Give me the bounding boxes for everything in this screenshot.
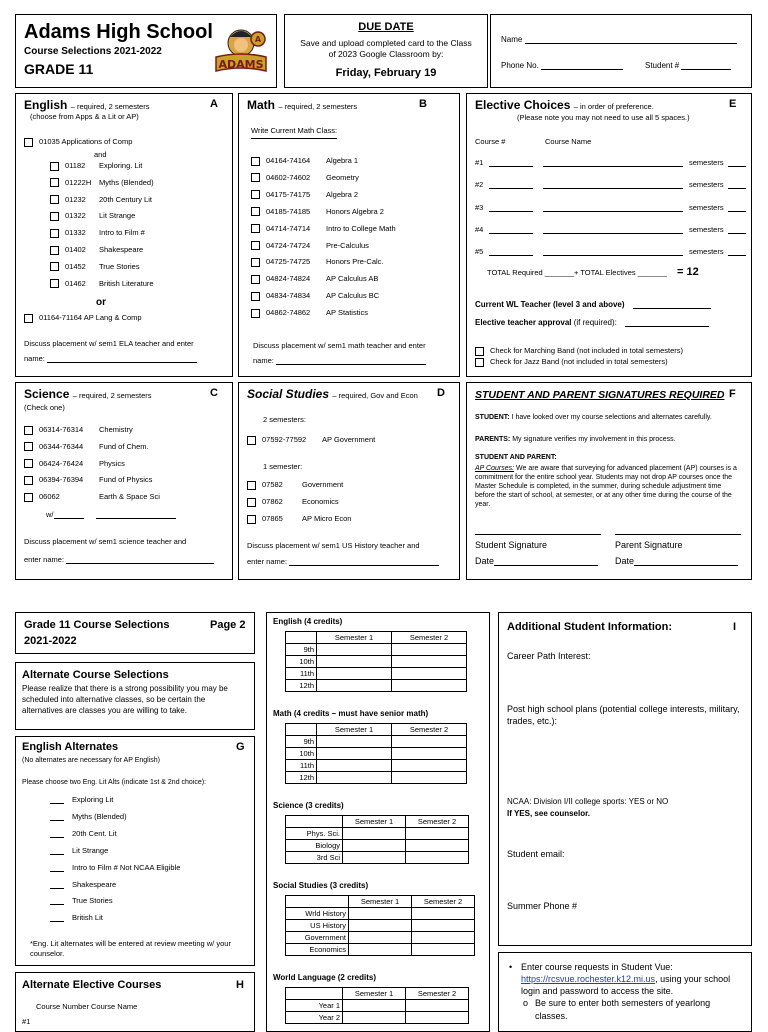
credits-science-table: Semester 1 Semester 2 Phys. Sci. Biology 3rd Sci bbox=[285, 815, 469, 864]
english-and: and bbox=[94, 150, 107, 159]
social-two-sem: 2 semesters: bbox=[263, 415, 306, 424]
science-course-option[interactable]: 06424-76424 Physics bbox=[24, 459, 125, 469]
english-alt-option[interactable]: Myths (Blended) bbox=[50, 812, 127, 821]
credit-row[interactable]: Year 2 bbox=[286, 1012, 469, 1024]
english-alt-note: (No alternates are necessary for AP English) bbox=[22, 757, 160, 764]
science-course-option[interactable]: 06062 Earth & Space Sci bbox=[24, 492, 160, 502]
svg-text:A: A bbox=[254, 35, 262, 44]
student-number-label: Student # bbox=[645, 61, 680, 70]
alternate-text: Please realize that there is a strong possibility you may be scheduled into alternative classes, so be certain the alternatives are classes you are willing to take. bbox=[22, 684, 228, 715]
math-section bbox=[238, 93, 460, 377]
marching-band-check[interactable]: Check for Marching Band (not included in total semesters) bbox=[475, 346, 683, 356]
social-teacher-name-field[interactable]: enter name: bbox=[247, 557, 439, 566]
credits-social-title: Social Studies (3 credits) bbox=[273, 881, 369, 890]
english-course-option[interactable]: 01452 True Stories bbox=[50, 262, 140, 272]
credit-row[interactable]: 12th bbox=[286, 772, 467, 784]
english-course-option[interactable]: 01402 Shakespeare bbox=[50, 245, 143, 255]
section-letter-i: I bbox=[733, 621, 737, 633]
alt-elective-cols: Course Number Course Name bbox=[36, 1002, 138, 1011]
credit-row[interactable]: Wrld History bbox=[286, 908, 475, 920]
page2-title-box bbox=[15, 612, 255, 654]
credit-row[interactable]: 11th bbox=[286, 760, 467, 772]
section-letter-a: A bbox=[210, 98, 218, 110]
english-alt-option[interactable]: Intro to Film # Not NCAA Eligible bbox=[50, 863, 180, 872]
elective-choice-row[interactable]: #1 semesters bbox=[475, 158, 746, 167]
english-teacher-name-field[interactable]: name: bbox=[24, 354, 197, 363]
parent-date-field[interactable]: Date bbox=[615, 556, 738, 566]
additional-info-section bbox=[498, 612, 752, 946]
signature-section bbox=[466, 382, 752, 580]
english-alternates-section bbox=[15, 736, 255, 966]
due-date-title: DUE DATE bbox=[358, 21, 414, 33]
credits-social-table: Semester 1 Semester 2 Wrld History US History Government Economics bbox=[285, 895, 475, 956]
science-heading: Science – required, 2 semesters bbox=[24, 387, 152, 401]
english-alt-option[interactable]: Exploring Lit bbox=[50, 795, 113, 804]
math-heading: Math – required, 2 semesters bbox=[247, 98, 358, 112]
elective-section bbox=[466, 93, 752, 377]
student-signature-line[interactable] bbox=[475, 534, 601, 535]
math-course-option[interactable]: 04834-74834 AP Calculus BC bbox=[251, 291, 379, 301]
alt-elective-row-1: #1 bbox=[22, 1017, 31, 1026]
elective-approval-field[interactable]: Elective teacher approval (if required): bbox=[475, 318, 709, 327]
credit-row[interactable]: Economics bbox=[286, 944, 475, 956]
science-with-field[interactable]: w/ bbox=[46, 510, 176, 519]
credit-row[interactable]: 10th bbox=[286, 748, 467, 760]
post-high-school-field[interactable]: Post high school plans (potential college interests, military, trades, etc.): bbox=[507, 704, 740, 727]
credits-english-title: English (4 credits) bbox=[273, 617, 343, 626]
alternate-electives-section bbox=[15, 972, 255, 1032]
english-alt-footer: *Eng. Lit alternates will be entered at review meeting w/ your counselor. bbox=[30, 939, 231, 958]
student-statement: STUDENT: I have looked over my course selections and alternates carefully. bbox=[475, 414, 712, 421]
english-ap-lang[interactable]: 01164-71164 AP Lang & Comp bbox=[24, 313, 142, 323]
math-course-option[interactable]: 04824-74824 AP Calculus AB bbox=[251, 274, 378, 284]
section-letter-g: G bbox=[236, 741, 245, 753]
math-discuss: Discuss placement w/ sem1 math teacher and enter bbox=[253, 341, 426, 350]
credit-row[interactable]: 11th bbox=[286, 668, 467, 680]
english-note: (choose from Apps & a Lit or AP) bbox=[30, 112, 139, 121]
credit-row[interactable]: US History bbox=[286, 920, 475, 932]
elective-choice-row[interactable]: #4 semesters bbox=[475, 225, 746, 234]
grade-label: GRADE 11 bbox=[24, 61, 94, 77]
english-discuss: Discuss placement w/ sem1 ELA teacher and enter bbox=[24, 339, 194, 348]
math-current-class-field[interactable] bbox=[251, 138, 337, 139]
school-subtitle: Course Selections 2021-2022 bbox=[24, 46, 162, 57]
english-or: or bbox=[96, 297, 106, 308]
social-course-option[interactable]: 07582 Government bbox=[247, 480, 343, 490]
math-course-option[interactable]: 04724-74724 Pre-Calculus bbox=[251, 241, 369, 251]
career-path-field[interactable]: Career Path Interest: bbox=[507, 651, 591, 661]
credit-row[interactable]: Government bbox=[286, 932, 475, 944]
mascot-logo-icon bbox=[212, 23, 270, 81]
math-course-option[interactable]: 04862-74862 AP Statistics bbox=[251, 308, 368, 318]
school-name: Adams High School bbox=[24, 21, 213, 43]
math-course-option[interactable]: 04185-74185 Honors Algebra 2 bbox=[251, 207, 384, 217]
wl-teacher-field[interactable]: Current WL Teacher (level 3 and above) bbox=[475, 300, 711, 309]
student-number-field[interactable] bbox=[645, 61, 731, 70]
english-alt-option[interactable]: British Lit bbox=[50, 913, 103, 922]
due-date-value: Friday, February 19 bbox=[335, 67, 437, 79]
credits-wl-table: Semester 1 Semester 2 Year 1 Year 2 bbox=[285, 987, 469, 1024]
elective-heading: Elective Choices – in order of preference. bbox=[475, 98, 654, 112]
credits-math-title: Math (4 credits – must have senior math) bbox=[273, 709, 429, 718]
english-course-option[interactable]: 01462 British Literature bbox=[50, 279, 154, 289]
english-course-option[interactable]: 01222H Myths (Blended) bbox=[50, 178, 154, 188]
social-ap-gov[interactable]: 07592-77592 AP Government bbox=[247, 435, 375, 445]
section-letter-f: F bbox=[729, 388, 736, 400]
math-course-option[interactable]: 04164-74164 Algebra 1 bbox=[251, 156, 358, 166]
english-apps-comp[interactable]: 01035 Applications of Comp bbox=[24, 137, 132, 147]
science-course-option[interactable]: 06394-76394 Fund of Physics bbox=[24, 475, 152, 485]
credit-row[interactable]: 9th bbox=[286, 644, 467, 656]
student-signature-label: Student Signature bbox=[475, 540, 548, 550]
elective-total: TOTAL Required _______+ TOTAL Electives _______ = 12 bbox=[487, 266, 699, 278]
credits-section bbox=[266, 612, 490, 1032]
elective-note: (Please note you may not need to use all 5 spaces.) bbox=[517, 113, 690, 122]
credit-row[interactable]: 3rd Sci bbox=[286, 852, 469, 864]
page2-number: Page 2 bbox=[210, 619, 246, 631]
credits-math-table: Semester 1 Semester 2 9th 10th 11th 12th bbox=[285, 723, 467, 784]
english-alt-choose: Please choose two Eng. Lit Alts (indicate 1st & 2nd choice): bbox=[22, 779, 207, 786]
science-teacher-name-field[interactable]: enter name: bbox=[24, 555, 214, 564]
social-one-sem: 1 semester: bbox=[263, 462, 303, 471]
parent-signature-label: Parent Signature bbox=[615, 540, 683, 550]
phone-label: Phone No. bbox=[501, 61, 539, 70]
english-alt-title: English Alternates bbox=[22, 741, 119, 753]
ncaa-note: If YES, see counselor. bbox=[507, 809, 590, 818]
english-course-option[interactable]: 01332 Intro to Film # bbox=[50, 228, 145, 238]
student-vue-link[interactable]: https://rcsvue.rochester.k12.mi.us bbox=[521, 974, 656, 985]
page2-title: Grade 11 Course Selections bbox=[24, 619, 170, 631]
section-letter-h: H bbox=[236, 979, 244, 991]
science-note: (Check one) bbox=[24, 403, 65, 412]
english-alt-option[interactable]: Shakespeare bbox=[50, 880, 116, 889]
parent-statement: PARENTS: My signature verifies my involvement in this process. bbox=[475, 436, 676, 443]
math-course-option[interactable]: 04175-74175 Algebra 2 bbox=[251, 190, 358, 200]
science-course-option[interactable]: 06344-76344 Fund of Chem. bbox=[24, 442, 149, 452]
science-course-option[interactable]: 06314-76314 Chemistry bbox=[24, 425, 133, 435]
ncaa-question: NCAA: Division I/II college sports: YES or NO bbox=[507, 797, 669, 806]
signature-heading: STUDENT AND PARENT SIGNATURES REQUIRED bbox=[475, 389, 725, 401]
due-date-box bbox=[284, 14, 488, 88]
name-field[interactable] bbox=[501, 35, 737, 44]
elective-choice-row[interactable]: #5 semesters bbox=[475, 247, 746, 256]
school-logo bbox=[212, 23, 270, 81]
social-course-option[interactable]: 07862 Economics bbox=[247, 497, 339, 507]
elective-col-num: Course # bbox=[475, 137, 506, 146]
social-course-option[interactable]: 07865 AP Micro Econ bbox=[247, 514, 351, 524]
english-course-option[interactable]: 01232 20th Century Lit bbox=[50, 195, 152, 205]
jazz-band-check[interactable]: Check for Jazz Band (not included in total semesters) bbox=[475, 357, 668, 367]
elective-choice-row[interactable]: #2 semesters bbox=[475, 180, 746, 189]
section-letter-b: B bbox=[419, 98, 427, 110]
social-discuss: Discuss placement w/ sem1 US History teacher and bbox=[247, 541, 420, 550]
science-discuss: Discuss placement w/ sem1 science teacher and bbox=[24, 537, 187, 546]
elective-choice-row[interactable]: #3 semesters bbox=[475, 203, 746, 212]
both-statement: STUDENT AND PARENT: bbox=[475, 454, 557, 461]
phone-field[interactable] bbox=[501, 61, 623, 70]
credit-row[interactable]: 10th bbox=[286, 656, 467, 668]
section-letter-c: C bbox=[210, 387, 218, 399]
page2-year: 2021-2022 bbox=[24, 635, 77, 647]
credit-row[interactable]: 9th bbox=[286, 736, 467, 748]
credits-wl-title: World Language (2 credits) bbox=[273, 973, 376, 982]
ap-statement: AP Courses: We are aware that surveying for advanced placement (AP) courses is a commitment for the entire school year. Students may not drop AP courses once the Master Schedule is completed, in the summer, during schedule adjustment time before the start of school, at semester, or at any other time during the course of the year. bbox=[475, 465, 737, 509]
credits-science-title: Science (3 credits) bbox=[273, 801, 344, 810]
social-heading: Social Studies – required, Gov and Econ bbox=[247, 387, 418, 401]
instructions-text: • Enter course requests in Student Vue: https://rcsvue.rochester.k12.mi.us, using your school login and password to access the site. o Be sure to enter both semesters of yearlong classes. bbox=[509, 962, 731, 1021]
math-course-option[interactable]: 04602-74602 Geometry bbox=[251, 173, 359, 183]
alternate-title: Alternate Course Selections bbox=[22, 669, 169, 681]
section-letter-e: E bbox=[729, 98, 737, 110]
science-section bbox=[15, 382, 233, 580]
credit-row[interactable]: 12th bbox=[286, 680, 467, 692]
english-section bbox=[15, 93, 233, 377]
english-course-option[interactable]: 01322 Lit Strange bbox=[50, 211, 135, 221]
english-alt-option[interactable]: Lit Strange bbox=[50, 846, 108, 855]
english-alt-option[interactable]: True Stories bbox=[50, 896, 113, 905]
student-date-field[interactable]: Date bbox=[475, 556, 598, 566]
credit-row[interactable]: Phys. Sci. bbox=[286, 828, 469, 840]
elective-col-name: Course Name bbox=[545, 137, 592, 146]
english-alt-option[interactable]: 20th Cent. Lit bbox=[50, 829, 117, 838]
math-course-option[interactable]: 04725-74725 Honors Pre-Calc. bbox=[251, 257, 384, 267]
name-label: Name bbox=[501, 35, 523, 44]
summer-phone-field[interactable]: Summer Phone # bbox=[507, 901, 578, 911]
student-email-field[interactable]: Student email: bbox=[507, 849, 565, 859]
section-letter-d: D bbox=[437, 387, 445, 399]
instructions-box bbox=[498, 952, 752, 1032]
credit-row[interactable]: Biology bbox=[286, 840, 469, 852]
alt-elective-title: Alternate Elective Courses bbox=[22, 979, 162, 991]
math-current-class: Write Current Math Class: bbox=[251, 126, 338, 135]
social-section bbox=[238, 382, 460, 580]
alternate-info-box bbox=[15, 662, 255, 730]
student-info-box bbox=[490, 14, 752, 88]
math-course-option[interactable]: 04714-74714 Intro to College Math bbox=[251, 224, 396, 234]
additional-title: Additional Student Information: bbox=[507, 621, 672, 633]
due-date-text: Save and upload completed card to the Class of 2023 Google Classroom by: bbox=[300, 38, 472, 60]
credit-row[interactable]: Year 1 bbox=[286, 1000, 469, 1012]
english-course-option[interactable]: 01182 Exploring. Lit bbox=[50, 161, 142, 171]
math-teacher-name-field[interactable]: name: bbox=[253, 356, 426, 365]
english-heading: English – required, 2 semesters bbox=[24, 98, 150, 112]
svg-text:ADAMS: ADAMS bbox=[218, 58, 264, 71]
header-title-box bbox=[15, 14, 277, 88]
credits-english-table: Semester 1 Semester 2 9th 10th 11th 12th bbox=[285, 631, 467, 692]
parent-signature-line[interactable] bbox=[615, 534, 741, 535]
